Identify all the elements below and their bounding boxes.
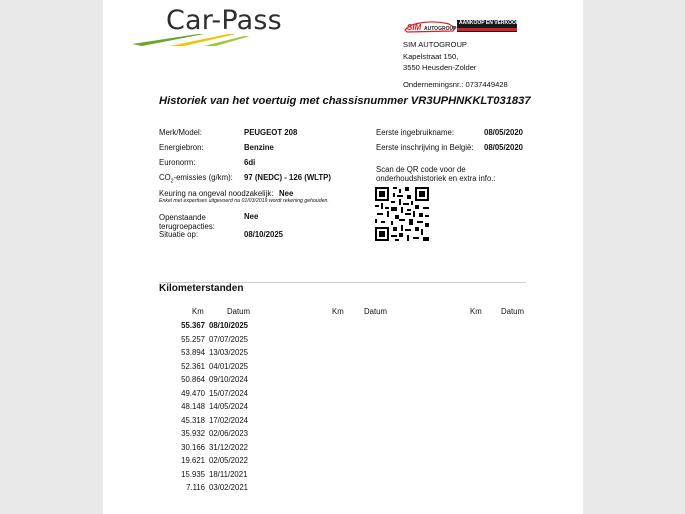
inspection-note: Enkel met expertises uitgevoerd na 01/03/2019 wordt rekening gehouden.	[159, 198, 329, 204]
dealer-badge-stripe	[457, 28, 517, 31]
mileage-km: 52.361	[181, 361, 205, 371]
page-title: Historiek van het voertuig met chassisnummer VR3UPHNKKLT031837	[159, 95, 531, 107]
make-label: Merk/Model:	[159, 128, 202, 137]
col-km-3: Km	[470, 307, 482, 316]
sim-autogroup-logo-icon	[403, 19, 457, 35]
qr-instruction-line1: Scan de QR code voor de	[376, 165, 466, 174]
mileage-date: 04/01/2025	[209, 361, 249, 371]
mileage-date: 08/10/2025	[209, 321, 249, 330]
col-km-2: Km	[332, 307, 344, 316]
mileage-km: 55.367	[181, 321, 205, 330]
mileage-km: 15.935	[181, 469, 205, 479]
mileage-date: 02/06/2023	[209, 429, 249, 438]
dealer-city: 3550 Heusden-Zolder	[403, 63, 477, 72]
svg-text:SIM: SIM	[407, 23, 422, 32]
fuel-value: Benzine	[244, 143, 274, 152]
situation-value: 08/10/2025	[244, 230, 284, 239]
mileage-km: 48.148	[181, 402, 205, 411]
co2-value: 97 (NEDC) - 126 (WLTP)	[244, 173, 331, 182]
qr-code-icon[interactable]	[375, 187, 429, 241]
mileage-date: 02/05/2022	[209, 456, 249, 465]
dealer-street: Kapelstraat 150,	[403, 52, 459, 61]
co2-label	[159, 173, 233, 185]
dealer-name: SIM AUTOGROUP	[403, 40, 467, 49]
col-date-3: Datum	[501, 307, 524, 316]
col-date-2: Datum	[364, 307, 387, 316]
col-date-1: Datum	[227, 307, 250, 316]
dealer-badge: AANKOOP EN VERKOOP	[457, 20, 517, 32]
first-use-label: Eerste ingebruikname:	[376, 128, 455, 137]
fuel-label: Energiebron:	[159, 143, 204, 152]
mileage-title: Kilometerstanden	[159, 283, 244, 294]
mileage-km: 19.621	[181, 456, 205, 465]
svg-text:AUTOGROUP: AUTOGROUP	[424, 26, 457, 32]
mileage-date: 09/10/2024	[209, 375, 249, 384]
recall-value: Nee	[244, 212, 259, 221]
mileage-km: 55.257	[181, 334, 205, 344]
co2-label-part: CO	[159, 173, 171, 182]
first-be-value: 08/05/2020	[484, 143, 524, 152]
mileage-date: 07/07/2025	[209, 334, 249, 344]
recall-label-line2: terugroepacties:	[159, 222, 215, 231]
company-number-label: Ondernemingsnr.:	[403, 80, 464, 89]
mileage-km: 35.932	[181, 429, 205, 438]
make-value: PEUGEOT 208	[244, 128, 298, 137]
col-km-1: Km	[192, 307, 204, 316]
mileage-km: 45.318	[181, 415, 205, 425]
mileage-date: 14/05/2024	[209, 402, 249, 411]
qr-instruction-line2: onderhoudshistoriek en extra info.:	[376, 174, 496, 183]
mileage-km: 7.116	[186, 483, 205, 492]
euro-value: 6di	[244, 158, 256, 167]
company-number	[403, 80, 508, 89]
mileage-date: 03/02/2021	[209, 483, 249, 492]
company-number-value: 0737449428	[465, 80, 508, 89]
mileage-date: 31/12/2022	[209, 442, 249, 452]
euro-label: Euronorm:	[159, 158, 196, 167]
mileage-km: 30.166	[181, 442, 205, 452]
mileage-km: 53.894	[181, 348, 205, 357]
car-pass-logo-text: Car-Pass	[166, 5, 282, 36]
mileage-date: 13/03/2025	[209, 348, 249, 357]
co2-label-subscript: 2	[170, 178, 174, 185]
co2-label-rest: -emissies (g/km):	[173, 173, 233, 182]
recall-label-line1: Openstaande	[159, 213, 206, 222]
mileage-km: 50.864	[181, 375, 205, 384]
mileage-date: 18/11/2021	[209, 469, 248, 479]
mileage-km: 49.470	[181, 388, 205, 398]
mileage-date: 17/02/2024	[209, 415, 249, 425]
inspection-value: Nee	[279, 189, 294, 198]
first-use-value: 08/05/2020	[484, 128, 524, 137]
inspection-label: Keuring na ongeval noodzakelijk:	[159, 189, 274, 198]
situation-label: Situatie op:	[159, 230, 199, 239]
first-be-label: Eerste inschrijving in België:	[376, 143, 474, 152]
mileage-date: 15/07/2024	[209, 388, 249, 398]
